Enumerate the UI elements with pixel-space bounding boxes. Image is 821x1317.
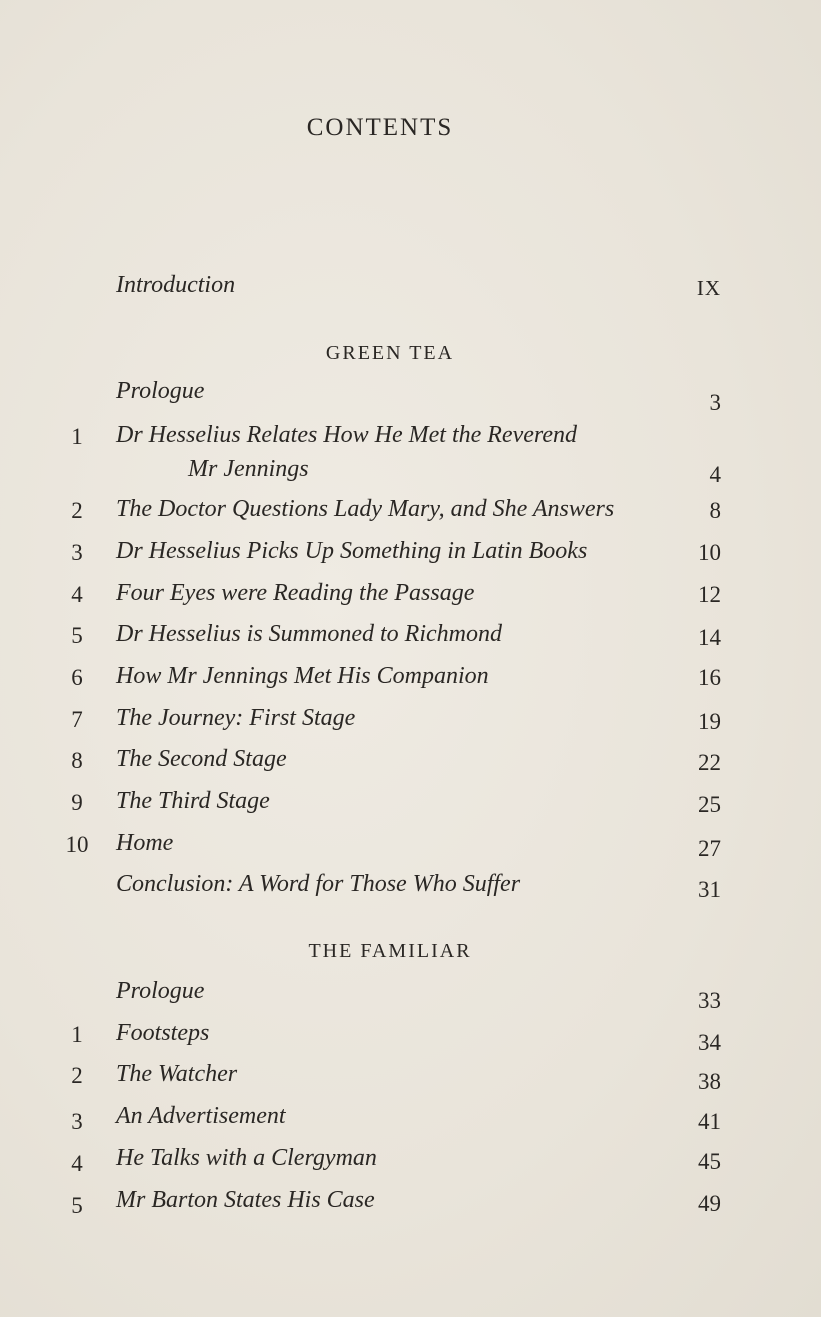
entry-number: 10: [65, 832, 89, 857]
entry-number: 4: [71, 582, 83, 607]
entry-title: The Journey: First Stage: [116, 705, 356, 731]
entry-page: 8: [709, 498, 721, 523]
entry-title-continued: Mr Jennings: [188, 456, 309, 482]
entry-title: The Third Stage: [116, 788, 270, 814]
entry-title: The Doctor Questions Lady Mary, and She Answers: [116, 496, 615, 522]
entry-page: 49: [698, 1191, 721, 1216]
entry-number: 5: [71, 623, 83, 648]
entry-title: Conclusion: A Word for Those Who Suffer: [116, 871, 521, 897]
entry-title: The Watcher: [116, 1061, 238, 1087]
section-heading-the-familiar: THE FAMILIAR: [308, 940, 472, 962]
entry-page: 34: [698, 1030, 721, 1055]
entry-number: 1: [71, 424, 83, 449]
entry-page: 14: [698, 625, 721, 650]
entry-page: 16: [698, 665, 721, 690]
entry-title: Dr Hesselius is Summoned to Richmond: [116, 621, 502, 647]
entry-title: Dr Hesselius Picks Up Something in Latin Books: [116, 538, 588, 564]
entry-number: 3: [71, 1109, 83, 1134]
entry-title: Introduction: [116, 272, 236, 298]
entry-number: 3: [71, 540, 83, 565]
entry-title: Footsteps: [116, 1020, 210, 1046]
page-title: CONTENTS: [306, 114, 454, 141]
entry-page: 41: [698, 1109, 721, 1134]
entry-page: 25: [698, 792, 721, 817]
entry-title: An Advertisement: [116, 1103, 286, 1129]
entry-number: 2: [71, 1063, 83, 1088]
entry-number: 4: [71, 1151, 83, 1176]
entry-number: 5: [71, 1193, 83, 1218]
entry-title: Mr Barton States His Case: [116, 1187, 375, 1213]
entry-title: Home: [116, 830, 174, 856]
entry-number: 1: [71, 1022, 83, 1047]
entry-page: 19: [698, 709, 721, 734]
entry-page: 12: [698, 582, 721, 607]
entry-number: 9: [71, 790, 83, 815]
entry-title: Four Eyes were Reading the Passage: [116, 580, 475, 606]
entry-page: 38: [698, 1069, 721, 1094]
entry-page: IX: [696, 276, 721, 300]
entry-title: Prologue: [116, 978, 205, 1004]
entry-title: Dr Hesselius Relates How He Met the Reverend: [116, 422, 577, 448]
entry-title: The Second Stage: [116, 746, 287, 772]
entry-number: 8: [71, 748, 83, 773]
entry-page: 4: [709, 462, 721, 487]
section-heading-green-tea: GREEN TEA: [325, 342, 455, 364]
entry-page: 3: [709, 390, 721, 415]
entry-page: 33: [698, 988, 721, 1013]
entry-page: 31: [698, 877, 721, 902]
entry-title: Prologue: [116, 378, 205, 404]
entry-number: 7: [71, 707, 83, 732]
entry-number: 6: [71, 665, 83, 690]
entry-title: How Mr Jennings Met His Companion: [116, 663, 489, 689]
entry-number: 2: [71, 498, 83, 523]
entry-title: He Talks with a Clergyman: [116, 1145, 377, 1171]
entry-page: 22: [698, 750, 721, 775]
entry-page: 45: [698, 1149, 721, 1174]
entry-page: 10: [698, 540, 721, 565]
entry-page: 27: [698, 836, 721, 861]
